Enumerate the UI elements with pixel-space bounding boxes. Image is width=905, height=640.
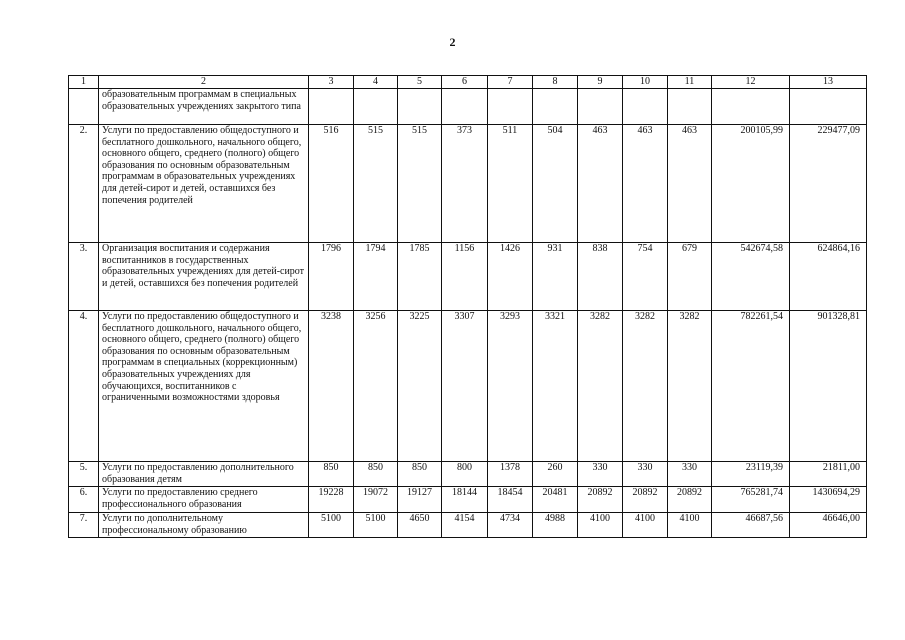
- table-cell: 931: [533, 243, 578, 311]
- table-cell: [309, 89, 354, 125]
- table-cell: 463: [578, 125, 623, 243]
- table-cell: 1430694,29: [790, 487, 867, 513]
- table-cell: 229477,09: [790, 125, 867, 243]
- table-cell: [668, 89, 712, 125]
- table-cell: [790, 89, 867, 125]
- table-cell: 20892: [578, 487, 623, 513]
- table-cell: 4100: [623, 513, 668, 538]
- table-cell: 3282: [623, 311, 668, 462]
- table-cell: [712, 89, 790, 125]
- table-cell: 850: [354, 462, 398, 487]
- table-cell: 330: [623, 462, 668, 487]
- table-cell: 3321: [533, 311, 578, 462]
- table-cell: 1785: [398, 243, 442, 311]
- row-number: [69, 89, 99, 125]
- table-cell: 330: [578, 462, 623, 487]
- table-cell: 515: [354, 125, 398, 243]
- service-description: Организация воспитания и содержания воспитанников в государственных образовательных учреждениях для детей-сирот и детей, оставшихся без попечения родителей: [99, 243, 309, 311]
- table-cell: 1796: [309, 243, 354, 311]
- table-cell: 19127: [398, 487, 442, 513]
- table-cell: 850: [309, 462, 354, 487]
- table-cell: [533, 89, 578, 125]
- table-cell: 4650: [398, 513, 442, 538]
- table-row: [69, 89, 867, 125]
- table-cell: 19072: [354, 487, 398, 513]
- table-cell: [398, 89, 442, 125]
- table-cell: 19228: [309, 487, 354, 513]
- column-header: 10: [623, 76, 668, 89]
- table-cell: 1426: [488, 243, 533, 311]
- column-header: 7: [488, 76, 533, 89]
- row-number: 7.: [69, 513, 99, 538]
- row-number: 2.: [69, 125, 99, 243]
- row-number: 5.: [69, 462, 99, 487]
- table-cell: 463: [668, 125, 712, 243]
- table-cell: [623, 89, 668, 125]
- table-row: [69, 487, 867, 513]
- table-cell: 330: [668, 462, 712, 487]
- table-cell: 23119,39: [712, 462, 790, 487]
- table-cell: 516: [309, 125, 354, 243]
- column-header: 13: [790, 76, 867, 89]
- table-cell: 3225: [398, 311, 442, 462]
- row-number: 6.: [69, 487, 99, 513]
- table-cell: 260: [533, 462, 578, 487]
- table-cell: [442, 89, 488, 125]
- table-cell: 46646,00: [790, 513, 867, 538]
- column-header: 11: [668, 76, 712, 89]
- column-header: 1: [69, 76, 99, 89]
- table-cell: 5100: [309, 513, 354, 538]
- table-row: [69, 462, 867, 487]
- table-cell: 542674,58: [712, 243, 790, 311]
- row-number: 4.: [69, 311, 99, 462]
- table-cell: 3238: [309, 311, 354, 462]
- table-cell: 504: [533, 125, 578, 243]
- services-table: [68, 75, 867, 538]
- table-cell: 800: [442, 462, 488, 487]
- row-number: 3.: [69, 243, 99, 311]
- table-cell: 463: [623, 125, 668, 243]
- table-cell: [488, 89, 533, 125]
- column-header: 9: [578, 76, 623, 89]
- table-cell: 511: [488, 125, 533, 243]
- table-cell: 1794: [354, 243, 398, 311]
- table-row: [69, 125, 867, 243]
- table-cell: 624864,16: [790, 243, 867, 311]
- table-cell: 679: [668, 243, 712, 311]
- table-cell: 20892: [668, 487, 712, 513]
- table-cell: [354, 89, 398, 125]
- table-cell: 3256: [354, 311, 398, 462]
- table-cell: 5100: [354, 513, 398, 538]
- table-cell: 373: [442, 125, 488, 243]
- column-header: 2: [99, 76, 309, 89]
- table-cell: 20892: [623, 487, 668, 513]
- table-cell: 901328,81: [790, 311, 867, 462]
- table-cell: 21811,00: [790, 462, 867, 487]
- table-cell: 1378: [488, 462, 533, 487]
- table-cell: 1156: [442, 243, 488, 311]
- service-description: Услуги по предоставлению общедоступного и бесплатного дошкольного, начального общего, основного общего, среднего (полного) общего образования по основным образовательным программам в специальных (коррекционным) образовательных учреждениях для обучающихся, воспитанников с ограниченными возможностями здоровья: [99, 311, 309, 462]
- service-description: Услуги по дополнительному профессиональному образованию: [99, 513, 309, 538]
- table-cell: 754: [623, 243, 668, 311]
- table-cell: 838: [578, 243, 623, 311]
- table-cell: 46687,56: [712, 513, 790, 538]
- table-cell: 18454: [488, 487, 533, 513]
- table-cell: 3307: [442, 311, 488, 462]
- table-cell: 515: [398, 125, 442, 243]
- column-header: 8: [533, 76, 578, 89]
- table-cell: 4154: [442, 513, 488, 538]
- table-cell: 20481: [533, 487, 578, 513]
- table-cell: 200105,99: [712, 125, 790, 243]
- header-row: [69, 76, 867, 89]
- column-header: 12: [712, 76, 790, 89]
- table-cell: 4734: [488, 513, 533, 538]
- column-header: 6: [442, 76, 488, 89]
- table-cell: [578, 89, 623, 125]
- table-cell: 3293: [488, 311, 533, 462]
- table-cell: 765281,74: [712, 487, 790, 513]
- table-cell: 850: [398, 462, 442, 487]
- table-cell: 782261,54: [712, 311, 790, 462]
- table-cell: 18144: [442, 487, 488, 513]
- table-cell: 3282: [578, 311, 623, 462]
- column-header: 3: [309, 76, 354, 89]
- service-description: образовательным программам в специальных образовательных учреждениях закрытого типа: [99, 89, 309, 125]
- column-header: 4: [354, 76, 398, 89]
- table-row: [69, 243, 867, 311]
- table-cell: 4988: [533, 513, 578, 538]
- table-cell: 4100: [578, 513, 623, 538]
- table-cell: 3282: [668, 311, 712, 462]
- service-description: Услуги по предоставлению среднего профессионального образования: [99, 487, 309, 513]
- table-row: [69, 311, 867, 462]
- service-description: Услуги по предоставлению общедоступного и бесплатного дошкольного, начального общего, основного общего, среднего (полного) общего образования по основным образовательным программам в образовательных учреждениях для детей-сирот и детей, оставшихся без попечения родителей: [99, 125, 309, 243]
- column-header: 5: [398, 76, 442, 89]
- page-number: 2: [449, 35, 456, 49]
- service-description: Услуги по предоставлению дополнительного образования детям: [99, 462, 309, 487]
- table-cell: 4100: [668, 513, 712, 538]
- table-row: [69, 513, 867, 538]
